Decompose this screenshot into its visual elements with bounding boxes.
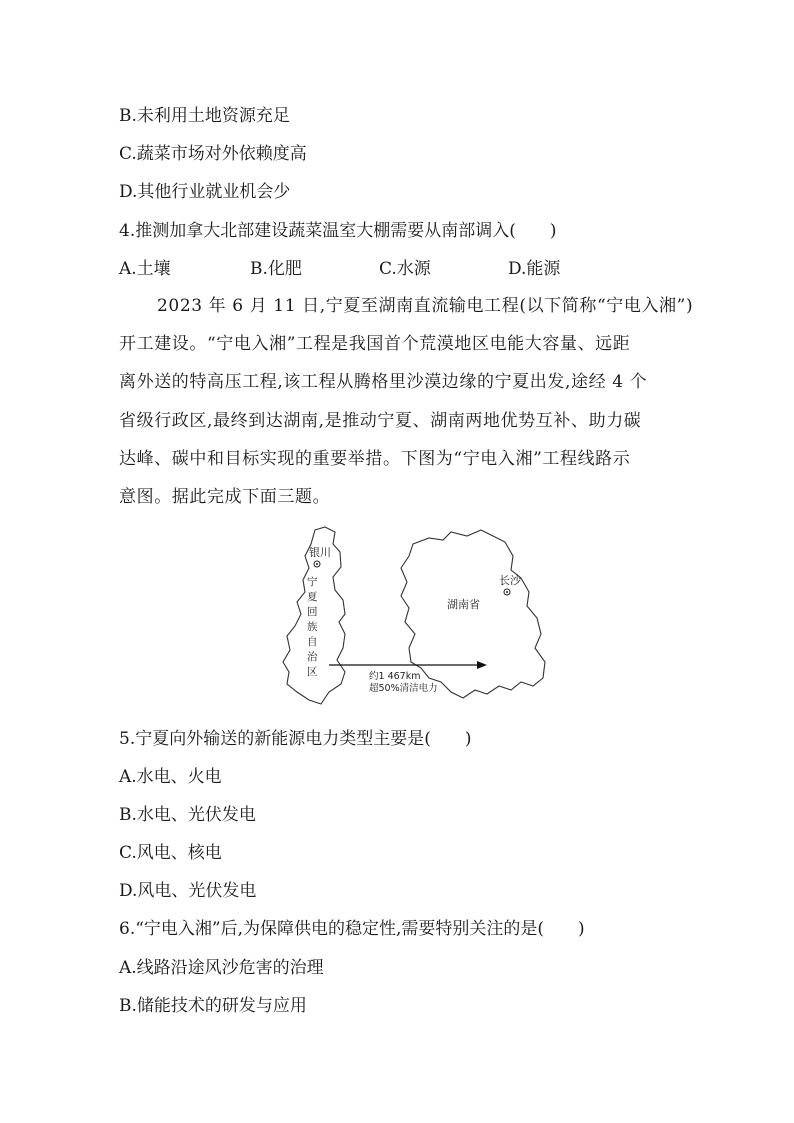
- svg-text:夏: 夏: [307, 591, 318, 603]
- q4-option-c: C.水源: [379, 259, 431, 279]
- passage-line-6: 意图。据此完成下面三题。: [119, 487, 331, 507]
- svg-text:宁: 宁: [307, 576, 318, 588]
- passage-line-5: 达峰、碳中和目标实现的重要举措。下图为“宁电入湘”工程线路示: [119, 449, 631, 469]
- q5-option-b: B.水电、光伏发电: [119, 805, 256, 825]
- svg-text:族: 族: [307, 621, 318, 633]
- q3-option-d: D.其他行业就业机会少: [119, 182, 291, 202]
- q6-stem: 6.“宁电入湘”后,为保障供电的稳定性,需要特别关注的是( ): [119, 919, 585, 939]
- hunan-outline: [401, 530, 545, 698]
- yinchuan-label: 银川: [309, 546, 331, 559]
- q3-option-b: B.未利用土地资源充足: [119, 106, 290, 126]
- passage-line-2: 开工建设。“宁电入湘”工程是我国首个荒漠地区电能大容量、远距: [119, 334, 631, 354]
- ningxia-label: [307, 575, 318, 678]
- q6-option-b: B.储能技术的研发与应用: [119, 996, 307, 1016]
- changsha-label: 长沙: [499, 574, 521, 587]
- svg-text:治: 治: [307, 651, 318, 663]
- q3-option-c: C.蔬菜市场对外依赖度高: [119, 144, 307, 164]
- passage-line-3: 离外送的特高压工程,该工程从腾格里沙漠边缘的宁夏出发,途经 4 个: [119, 372, 648, 392]
- clean-power-label: 超50%清洁电力: [369, 683, 438, 694]
- q5-option-a: A.水电、火电: [119, 767, 222, 787]
- q4-option-d: D.能源: [508, 259, 561, 279]
- passage-line-4: 省级行政区,最终到达湖南,是推动宁夏、湖南两地优势互补、助力碳: [119, 411, 642, 431]
- svg-text:回: 回: [307, 606, 318, 618]
- hunan-label: 湖南省: [447, 598, 480, 611]
- q6-option-a: A.线路沿途风沙危害的治理: [119, 958, 324, 978]
- distance-label: 约1 467km: [369, 671, 421, 682]
- svg-text:区: 区: [307, 666, 318, 678]
- passage-line-1: 2023 年 6 月 11 日,宁夏至湖南直流输电工程(以下简称“宁电入湘”): [157, 296, 694, 316]
- q5-option-d: D.风电、光伏发电: [119, 881, 257, 901]
- q4-stem: 4.推测加拿大北部建设蔬菜温室大棚需要从南部调入( ): [119, 221, 557, 241]
- q4-option-b: B.化肥: [250, 259, 302, 279]
- svg-text:自: 自: [307, 636, 318, 648]
- q5-option-c: C.风电、核电: [119, 843, 222, 863]
- q5-stem: 5.宁夏向外输送的新能源电力类型主要是( ): [119, 729, 472, 749]
- q4-option-a: A.土壤: [119, 259, 171, 279]
- route-map: [245, 522, 551, 708]
